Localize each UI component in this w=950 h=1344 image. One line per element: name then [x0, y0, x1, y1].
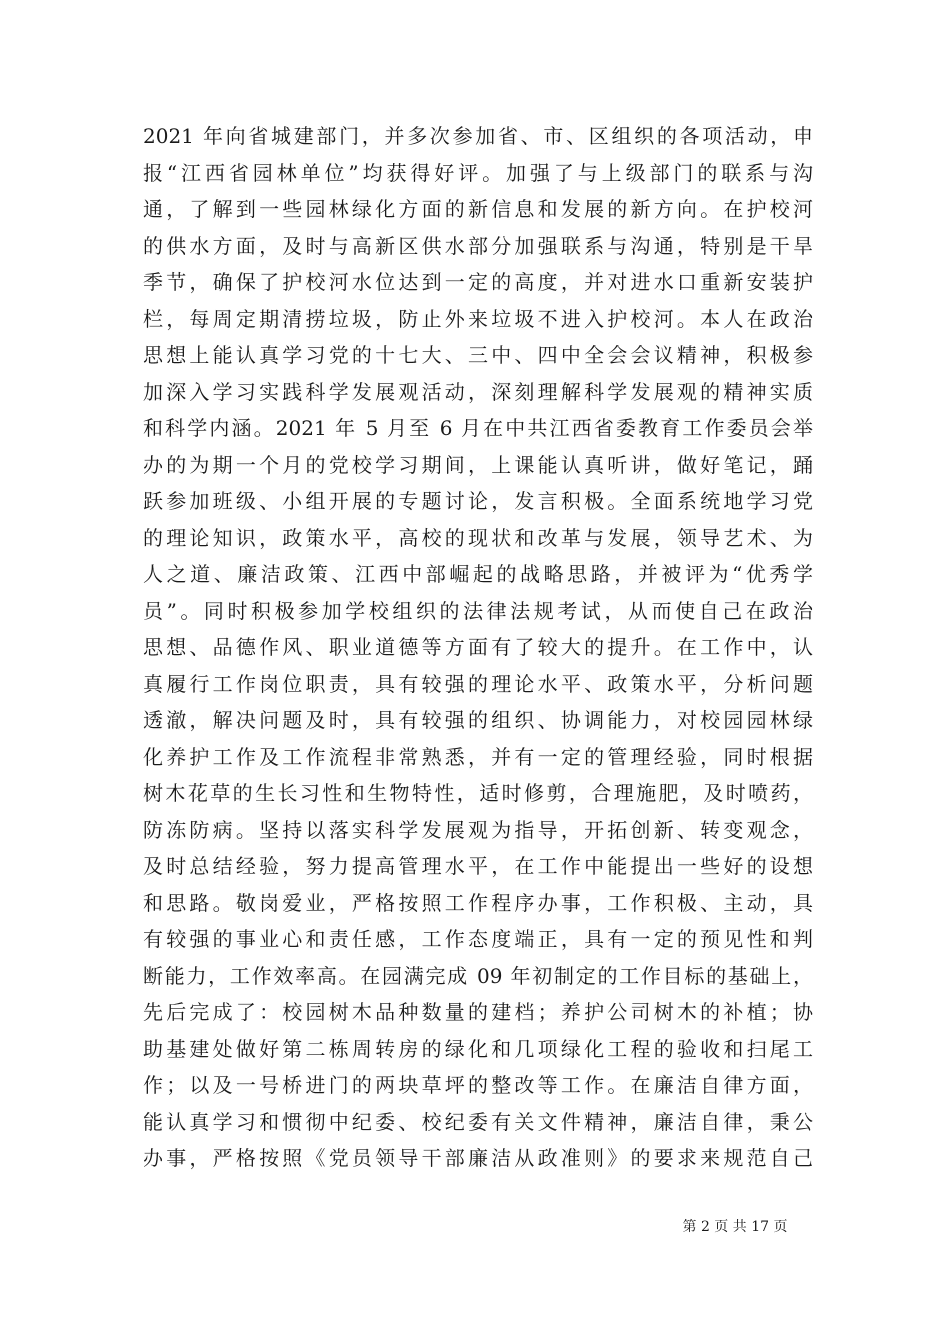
text-line: 先后完成了：校园树木品种数量的建档；养护公司树木的补植；协 — [143, 1000, 813, 1024]
text-line: 透澈，解决问题及时，具有较强的组织、协调能力，对校园园林绿 — [143, 708, 813, 732]
text-line: 员”。同时积极参加学校组织的法律法规考试，从而使自己在政治 — [143, 598, 813, 623]
text-line: 思想上能认真学习党的十七大、三中、四中全会会议精神，积极参 — [143, 343, 813, 367]
text-line: 通，了解到一些园林绿化方面的新信息和发展的新方向。在护校河 — [143, 197, 813, 221]
text-line: 断能力，工作效率高。在园满完成 09 年初制定的工作目标的基础上， — [143, 963, 813, 988]
text-line: 季节，确保了护校河水位达到一定的高度，并对进水口重新安装护 — [143, 270, 813, 294]
text-line: 及时总结经验，努力提高管理水平，在工作中能提出一些好的设想 — [143, 854, 813, 878]
text-line: 和思路。敬岗爱业，严格按照工作程序办事，工作积极、主动，具 — [143, 890, 813, 915]
text-line: 跃参加班级、小组开展的专题讨论，发言积极。全面系统地学习党 — [143, 489, 813, 513]
text-line: 助基建处做好第二栋周转房的绿化和几项绿化工程的验收和扫尾工 — [143, 1036, 813, 1061]
text-line: 和科学内涵。2021 年 5 月至 6 月在中共江西省委教育工作委员会举 — [143, 416, 813, 440]
text-line: 化养护工作及工作流程非常熟悉，并有一定的管理经验，同时根据 — [143, 744, 813, 769]
text-line: 的供水方面，及时与高新区供水部分加强联系与沟通，特别是干旱 — [143, 233, 813, 258]
text-line: 报“江西省园林单位”均获得好评。加强了与上级部门的联系与沟 — [143, 160, 813, 185]
text-line: 树木花草的生长习性和生物特性，适时修剪，合理施肥，及时喷药， — [143, 781, 813, 805]
text-line: 思想、品德作风、职业道德等方面有了较大的提升。在工作中，认 — [143, 635, 813, 659]
page-number: 第 2 页 共 17 页 — [682, 1219, 788, 1235]
text-line: 办的为期一个月的党校学习期间，上课能认真听讲，做好笔记，踊 — [143, 452, 813, 477]
page-footer — [0, 1218, 950, 1236]
text-line: 真履行工作岗位职责，具有较强的理论水平、政策水平，分析问题 — [143, 671, 813, 696]
text-line: 作；以及一号桥进门的两块草坪的整改等工作。在廉洁自律方面， — [143, 1073, 813, 1097]
text-line: 2021 年向省城建部门，并多次参加省、市、区组织的各项活动，申 — [143, 124, 813, 148]
text-line: 栏，每周定期清捞垃圾，防止外来垃圾不进入护校河。本人在政治 — [143, 306, 813, 331]
text-line: 人之道、廉洁政策、江西中部崛起的战略思路，并被评为“优秀学 — [143, 562, 813, 586]
text-line: 有较强的事业心和责任感，工作态度端正，具有一定的预见性和判 — [143, 927, 813, 951]
text-line: 办事，严格按照《党员领导干部廉洁从政准则》的要求来规范自己 — [143, 1146, 813, 1170]
text-line: 加深入学习实践科学发展观活动，深刻理解科学发展观的精神实质 — [143, 379, 813, 404]
text-line: 防冻防病。坚持以落实科学发展观为指导，开拓创新、转变观念， — [143, 817, 813, 842]
body-text — [143, 118, 813, 1177]
text-line: 的理论知识，政策水平，高校的现状和改革与发展，领导艺术、为 — [143, 525, 813, 550]
text-line: 能认真学习和惯彻中纪委、校纪委有关文件精神，廉洁自律，秉公 — [143, 1109, 813, 1134]
